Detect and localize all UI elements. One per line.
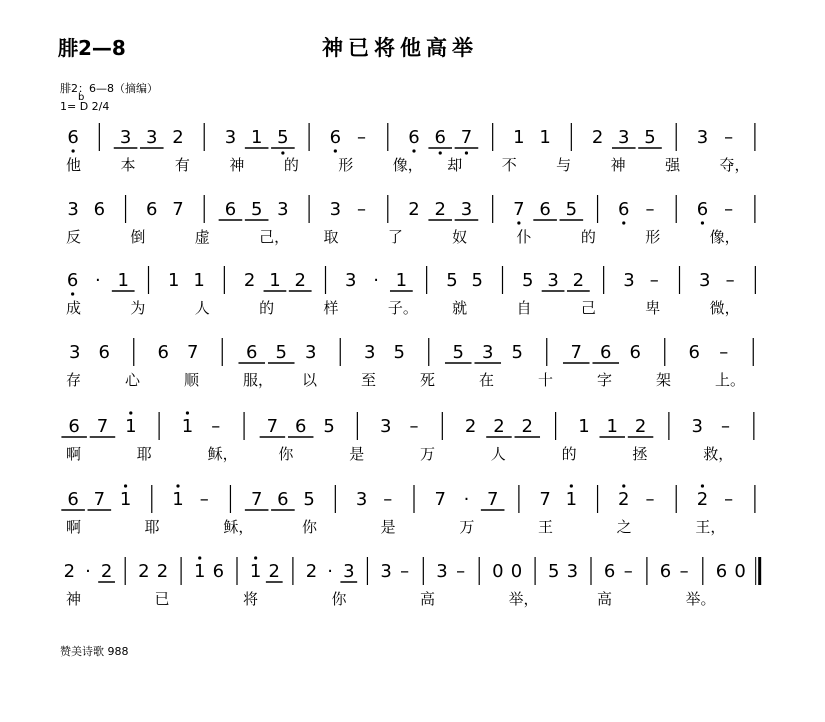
high-octave-dot (198, 556, 201, 559)
lyric-syllable: 之 (616, 518, 632, 536)
note: 3 (224, 127, 237, 148)
lyric-syllable: 卑 (645, 299, 661, 317)
lyric-syllable: 架 (656, 371, 672, 389)
note: 1 (565, 489, 578, 510)
note: – (357, 199, 367, 220)
note: 2 (493, 416, 505, 437)
lyric-syllable: 形 (338, 156, 354, 174)
lyric-syllable: 了 (387, 228, 403, 246)
note: 1 (172, 489, 184, 510)
song-title: 神已将他高举 (322, 36, 478, 60)
lyric-syllable: 高 (597, 590, 613, 608)
high-octave-dot (701, 484, 704, 487)
note: 5 (446, 270, 458, 291)
note: 6 (66, 270, 79, 291)
note: – (645, 489, 655, 510)
note: 6 (696, 199, 709, 220)
note: 3 (436, 561, 448, 582)
note: 6 (434, 127, 446, 148)
note: 2 (100, 561, 113, 582)
note: 7 (250, 489, 263, 510)
note: 2 (634, 416, 647, 437)
note: 1 (117, 270, 129, 291)
lyric-syllable: 取 (323, 228, 339, 246)
note: 2 (172, 127, 184, 148)
note: 3 (69, 342, 81, 363)
lyric-syllable: 神 (229, 156, 245, 174)
high-octave-dot (254, 556, 257, 559)
note: 1 (395, 270, 408, 291)
note: 6 (157, 342, 169, 363)
low-octave-dot (701, 221, 704, 224)
note: 3 (355, 489, 368, 510)
note: 6 (600, 342, 612, 363)
lyric-syllable: 救， (703, 445, 734, 463)
note: 0 (734, 561, 746, 582)
high-octave-dot (186, 411, 189, 414)
note: 1 (513, 127, 525, 148)
lyric-syllable: 为 (130, 299, 146, 317)
lyric-syllable: 服， (243, 371, 274, 389)
lyric-syllable: 反 (66, 228, 82, 246)
lyric-syllable: 你 (278, 445, 294, 463)
lyric-syllable: 像， (709, 228, 740, 246)
note: 1 (181, 416, 194, 437)
note: 1 (119, 489, 132, 510)
low-octave-dot (412, 149, 415, 152)
lyric-syllable: 有 (174, 156, 190, 174)
note: 1 (193, 270, 205, 291)
low-octave-dot (281, 151, 284, 154)
note: 7 (570, 342, 582, 363)
lyric-syllable: 己， (259, 228, 290, 246)
lyric-syllable: 是 (349, 445, 365, 463)
note: 2 (408, 199, 420, 220)
note: 3 (618, 127, 630, 148)
lyric-syllable: 字 (597, 371, 613, 389)
note: 5 (511, 342, 523, 363)
low-octave-dot (517, 221, 520, 224)
note: 6 (618, 199, 630, 220)
note: 3 (379, 416, 392, 437)
lyric-syllable: 与 (556, 156, 572, 174)
note: · (327, 561, 334, 582)
note: – (719, 342, 729, 363)
lyric-syllable: 强 (665, 156, 681, 174)
lyric-syllable: 将 (243, 590, 259, 608)
lyric-syllable: 耶 (136, 445, 152, 463)
lyric-syllable: 上。 (715, 371, 746, 389)
note: – (456, 561, 466, 582)
source-note: 腓2：6—8（摘编） (60, 82, 158, 95)
lyric-syllable: 十 (538, 371, 554, 389)
note: 5 (393, 342, 405, 363)
note: 0 (510, 561, 523, 582)
note: – (725, 270, 735, 291)
lyric-syllable: 仆 (516, 228, 532, 246)
lyric-syllable: 顺 (184, 371, 200, 389)
lyric-syllable: 死 (420, 371, 436, 389)
note: 5 (275, 342, 287, 363)
note: 6 (246, 342, 258, 363)
note: 5 (323, 416, 335, 437)
note: 7 (460, 127, 473, 148)
lyric-syllable: 在 (479, 371, 495, 389)
lyric-syllable: 你 (331, 590, 347, 608)
lyric-syllable: 至 (361, 371, 377, 389)
low-octave-dot (334, 149, 337, 152)
key-signature: 1= D 2/4 (60, 100, 110, 113)
low-octave-dot (465, 151, 468, 154)
note: 3 (696, 127, 709, 148)
high-octave-dot (570, 484, 573, 487)
lyric-syllable: 稣， (207, 445, 238, 463)
lyric-syllable: 万 (420, 445, 436, 463)
lyric-syllable: 啊 (66, 445, 82, 463)
note: 3 (119, 127, 132, 148)
low-octave-dot (622, 221, 625, 224)
lyric-syllable: 己 (580, 299, 596, 317)
note: 6 (93, 199, 106, 220)
note: 3 (380, 561, 392, 582)
note: 6 (68, 416, 80, 437)
note: 6 (629, 342, 641, 363)
note: 3 (364, 342, 376, 363)
note: 5 (250, 199, 263, 220)
note: 5 (644, 127, 656, 148)
note: 6 (98, 342, 110, 363)
lyric-syllable: 却 (447, 156, 463, 174)
lyric-syllable: 人 (490, 445, 506, 463)
lyric-syllable: 奴 (452, 228, 468, 246)
lyric-syllable: 的 (580, 228, 596, 246)
note: 1 (269, 270, 281, 291)
note: 6 (539, 199, 551, 220)
lyric-syllable: 稣， (223, 518, 254, 536)
lyric-syllable: 存 (66, 371, 82, 389)
note: 3 (566, 561, 579, 582)
note: – (645, 199, 655, 220)
note: 3 (277, 199, 289, 220)
note: 1 (168, 270, 180, 291)
note: · (463, 489, 470, 510)
lyric-syllable: 心 (125, 371, 141, 389)
note: 3 (460, 199, 473, 220)
note: 3 (547, 270, 559, 291)
note: – (724, 127, 734, 148)
note: 2 (591, 127, 604, 148)
note: 6 (67, 489, 79, 510)
note: 5 (471, 270, 483, 291)
note: 1 (606, 416, 618, 437)
lyric-syllable: 像， (392, 156, 423, 174)
note: 2 (294, 270, 306, 291)
note: 6 (146, 199, 158, 220)
note: 7 (486, 489, 499, 510)
lyric-syllable: 神 (610, 156, 626, 174)
lyric-syllable: 就 (452, 299, 468, 317)
note: 5 (277, 127, 289, 148)
note: – (357, 127, 367, 148)
lyric-syllable: 夺， (719, 156, 750, 174)
note: · (85, 561, 91, 582)
note: 2 (521, 416, 534, 437)
lyric-syllable: 是 (380, 518, 396, 536)
note: 2 (572, 270, 585, 291)
lyric-syllable: 的 (561, 445, 577, 463)
note: 7 (172, 199, 184, 220)
note: 3 (345, 270, 357, 291)
lyric-syllable: 耶 (144, 518, 160, 536)
note: 7 (539, 489, 551, 510)
note: 3 (343, 561, 355, 582)
hymnal-footer: 赞美诗歌 988 (60, 645, 129, 658)
note: 6 (408, 127, 420, 148)
note: – (623, 561, 633, 582)
note: – (199, 489, 209, 510)
high-octave-dot (176, 484, 179, 487)
lyric-syllable: 微， (709, 299, 740, 317)
scripture-reference: 腓2—8 (58, 36, 126, 60)
lyric-syllable: 王， (695, 518, 726, 536)
note: 1 (539, 127, 551, 148)
note: 6 (224, 199, 237, 220)
note: 2 (305, 561, 318, 582)
lyric-syllable: 倒 (130, 228, 146, 246)
note: – (724, 489, 734, 510)
lyric-syllable: 王 (538, 518, 554, 536)
note: 0 (492, 561, 504, 582)
lyric-syllable: 举， (508, 590, 539, 608)
lyric-syllable: 已 (154, 590, 170, 608)
note: 5 (565, 199, 578, 220)
lyric-syllable: 自 (516, 299, 532, 317)
note: · (373, 270, 379, 291)
note: 3 (691, 416, 703, 437)
low-octave-dot (71, 292, 74, 295)
lyric-syllable: 成 (66, 299, 82, 317)
note: 6 (329, 127, 342, 148)
note: 7 (513, 199, 525, 220)
high-octave-dot (129, 411, 132, 414)
note: 3 (623, 270, 635, 291)
note: 2 (243, 270, 256, 291)
flat-sign: b (78, 92, 85, 103)
note: 3 (146, 127, 158, 148)
note: 3 (482, 342, 494, 363)
lyric-syllable: 你 (302, 518, 318, 536)
note: 6 (659, 561, 672, 582)
note: 3 (699, 270, 711, 291)
lyric-syllable: 不 (501, 156, 517, 174)
note: 2 (434, 199, 446, 220)
note: – (679, 561, 689, 582)
note: 7 (266, 416, 279, 437)
note: 6 (277, 489, 289, 510)
low-octave-dot (72, 149, 75, 152)
lyric-syllable: 虚 (194, 228, 210, 246)
note: 7 (96, 416, 109, 437)
lyric-syllable: 的 (259, 299, 275, 317)
lyric-syllable: 人 (194, 299, 210, 317)
lyric-syllable: 神 (66, 590, 82, 608)
note: 7 (93, 489, 106, 510)
lyric-syllable: 拯 (632, 445, 648, 463)
lyric-syllable: 举。 (685, 590, 716, 608)
lyric-syllable: 样 (323, 299, 339, 317)
high-octave-dot (124, 484, 127, 487)
note: 6 (688, 342, 700, 363)
lyric-syllable: 高 (420, 590, 436, 608)
note: 2 (268, 561, 280, 582)
note: 2 (618, 489, 630, 510)
note: – (400, 561, 410, 582)
note: – (211, 416, 221, 437)
note: 1 (250, 127, 263, 148)
note: 6 (603, 561, 616, 582)
note: 3 (67, 199, 79, 220)
note: 3 (329, 199, 342, 220)
note: – (383, 489, 393, 510)
note: 6 (715, 561, 728, 582)
note: 2 (464, 416, 477, 437)
note: 5 (548, 561, 560, 582)
note: 2 (696, 489, 709, 510)
note: – (409, 416, 419, 437)
note: 7 (187, 342, 199, 363)
lyric-syllable: 本 (120, 156, 136, 174)
note: 2 (156, 561, 169, 582)
note: 6 (294, 416, 307, 437)
note: · (95, 270, 101, 291)
note: 2 (63, 561, 76, 582)
note: 1 (249, 561, 262, 582)
note: 1 (578, 416, 590, 437)
low-octave-dot (439, 151, 442, 154)
lyric-syllable: 万 (459, 518, 475, 536)
note: 2 (138, 561, 150, 582)
lyric-syllable: 以 (302, 371, 318, 389)
note: 1 (194, 561, 206, 582)
note: 5 (522, 270, 534, 291)
lyric-syllable: 他 (66, 156, 82, 174)
lyric-syllable: 啊 (66, 518, 82, 536)
lyric-syllable: 形 (645, 228, 661, 246)
lyric-syllable: 的 (283, 156, 299, 174)
note: – (724, 199, 734, 220)
note: 5 (303, 489, 315, 510)
note: 3 (305, 342, 317, 363)
lyric-syllable: 子。 (387, 299, 418, 317)
note: 1 (125, 416, 137, 437)
note: – (649, 270, 659, 291)
note: – (721, 416, 731, 437)
note: 6 (212, 561, 225, 582)
high-octave-dot (622, 484, 625, 487)
note: 7 (434, 489, 446, 510)
note: 5 (452, 342, 464, 363)
note: 6 (67, 127, 79, 148)
